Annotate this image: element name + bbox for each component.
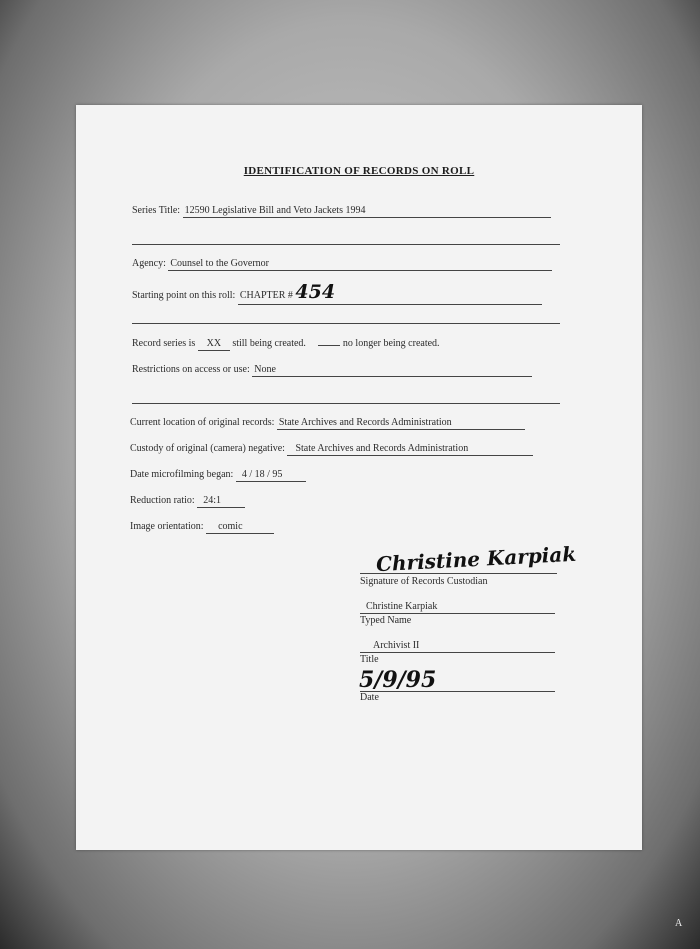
date-line: [360, 691, 555, 692]
blank-line: [132, 244, 560, 245]
current-location-row: [130, 417, 525, 430]
form-page: [76, 105, 642, 850]
title-label: Title: [360, 654, 379, 665]
typed-name-label: Typed Name: [360, 615, 412, 626]
custody-label: Custody of original (camera) negative:: [130, 443, 285, 454]
starting-point-label: Starting point on this roll:: [132, 290, 236, 301]
document-title: IDENTIFICATION OF RECORDS ON ROLL: [243, 165, 475, 177]
no-longer-blank: [318, 344, 340, 346]
starting-point-value: CHAPTER #: [239, 290, 293, 301]
typed-name-line: [360, 613, 555, 614]
series-title-value: 12590 Legislative Bill and Veto Jackets 1994: [183, 205, 551, 218]
agency-value: Counsel to the Governor: [168, 258, 552, 271]
typed-name-value: Christine Karpiak: [366, 601, 438, 612]
starting-point-row: [132, 281, 542, 305]
agency-label: Agency:: [132, 258, 166, 269]
agency-row: [132, 258, 552, 271]
reduction-ratio-label: Reduction ratio:: [130, 495, 195, 506]
starting-point-field: [238, 281, 542, 305]
restrictions-label: Restrictions on access or use:: [132, 364, 250, 375]
current-location-label: Current location of original records:: [130, 417, 275, 428]
restrictions-row: [132, 364, 532, 377]
series-title-row: [132, 205, 551, 218]
record-series-label: Record series is: [132, 338, 196, 349]
image-orientation-row: [130, 521, 274, 534]
signed-date-handwritten: 5/9/95: [359, 667, 437, 693]
title-line: [360, 652, 555, 653]
record-series-row: [132, 338, 440, 351]
restrictions-value: None: [252, 364, 532, 377]
signature-label: Signature of Records Custodian: [360, 576, 488, 587]
date-began-label: Date microfilming began:: [130, 469, 234, 480]
custodian-signature: Christine Karpiak: [375, 541, 577, 577]
film-corner-mark: A: [675, 918, 683, 929]
custody-value: State Archives and Records Administration: [287, 443, 533, 456]
reduction-ratio-value: 24:1: [197, 495, 245, 508]
current-location-value: State Archives and Records Administration: [277, 417, 525, 430]
reduction-ratio-row: [130, 495, 245, 508]
date-began-value: 4 / 18 / 95: [236, 469, 306, 482]
no-longer-being-created-label: no longer being created.: [342, 338, 440, 349]
blank-line: [132, 323, 560, 324]
date-label: Date: [360, 692, 379, 703]
date-began-row: [130, 469, 306, 482]
still-being-created-label: still being created.: [232, 338, 306, 349]
image-orientation-value: comic: [206, 521, 274, 534]
series-title-label: Series Title:: [132, 205, 181, 216]
signature-line: [360, 573, 557, 574]
record-series-mark: XX: [198, 338, 230, 351]
custody-row: [130, 443, 533, 456]
title-value: Archivist II: [373, 640, 420, 651]
chapter-number-handwritten: 454: [295, 281, 336, 303]
image-orientation-label: Image orientation:: [130, 521, 204, 532]
blank-line: [132, 403, 560, 404]
